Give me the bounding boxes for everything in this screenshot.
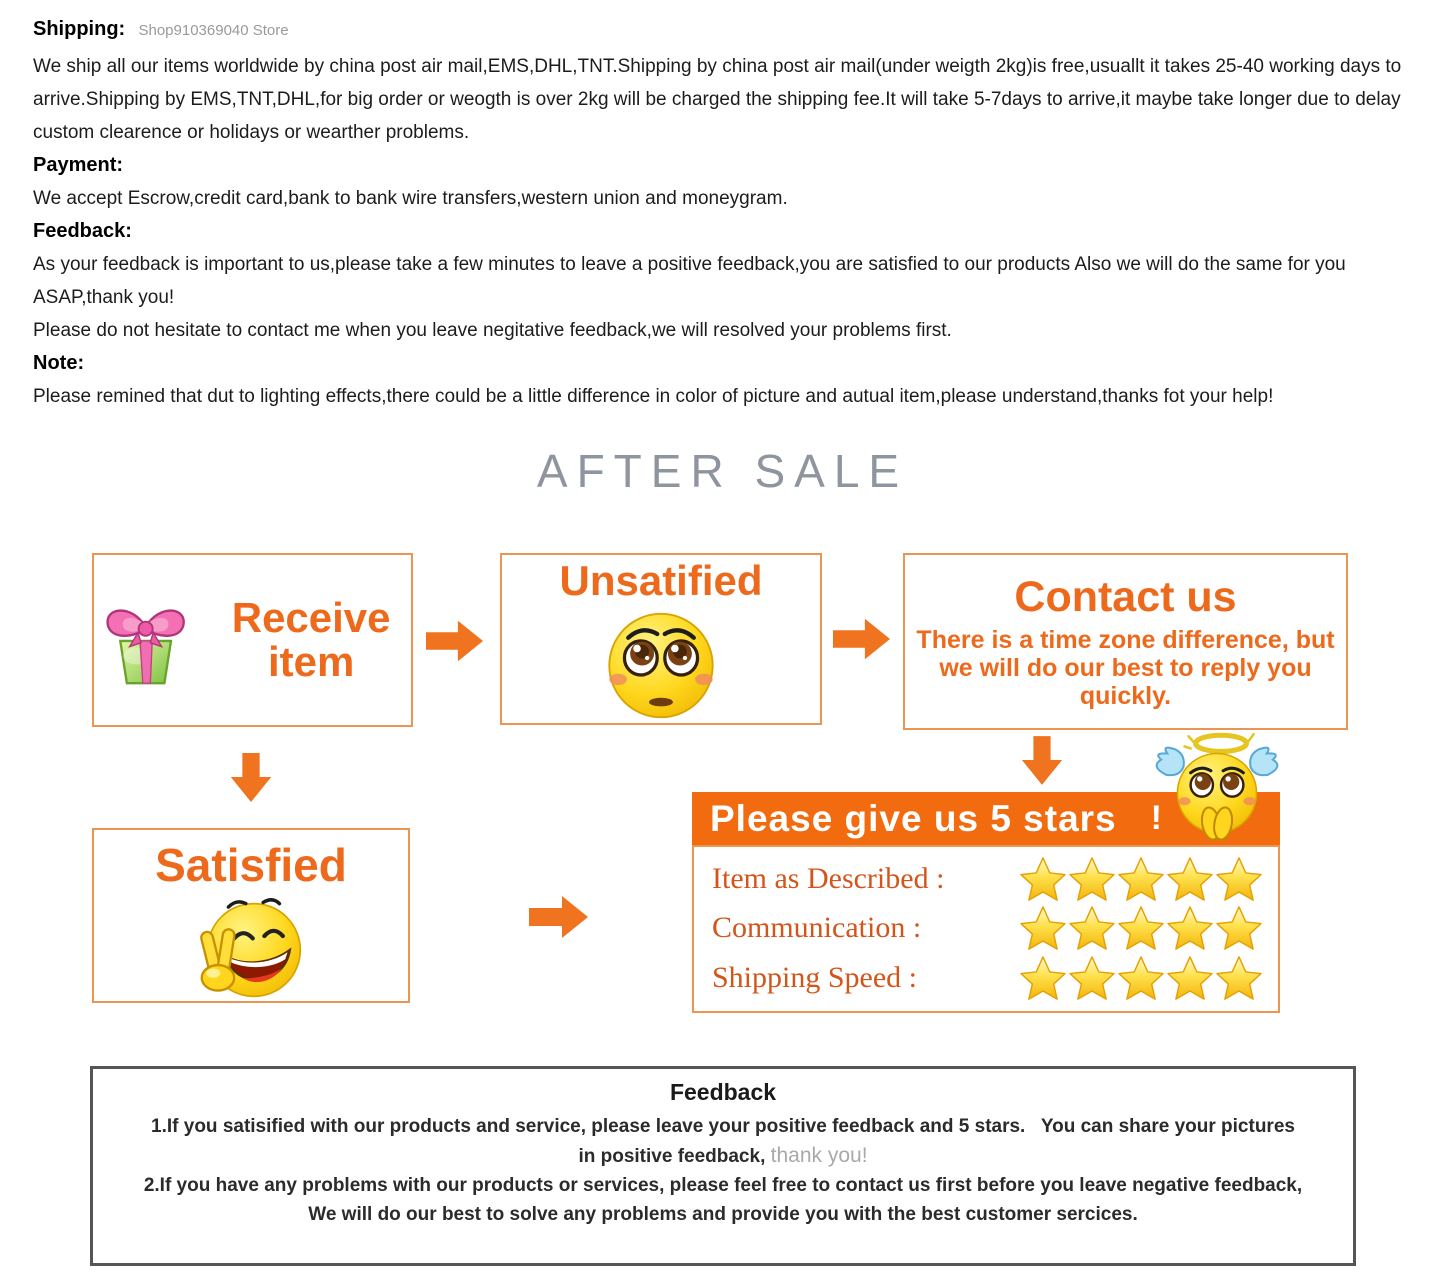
sad-emoji-icon [597, 605, 725, 721]
feedback-line-4: We will do our best to solve any problems and provide you with the best customer sercices. [308, 1204, 1138, 1225]
star-icon [1069, 956, 1115, 1000]
feedback-line-1: 1.If you satisified with our products and service, please leave your positive feedback and 5 stars. You can share your pictures [151, 1116, 1295, 1137]
feedback-text-2: Please do not hesitate to contact me when you leave negitative feedback,we will resolved your problems first. [33, 320, 952, 341]
star-icon [1020, 857, 1066, 901]
rating-row [712, 857, 1262, 901]
arrow-down-icon [229, 753, 273, 803]
rating-row [712, 956, 1262, 1000]
star-icon [1020, 906, 1066, 950]
star-icon [1118, 956, 1164, 1000]
ratings-box [692, 845, 1280, 1013]
arrow-down-icon [1021, 735, 1063, 787]
note-text: Please remined that dut to lighting effects,there could be a little difference in color of picture and autual item,please understand,thanks fot your help! [33, 386, 1274, 407]
feedback-summary-box [90, 1066, 1356, 1266]
shipping-text: We ship all our items worldwide by china post air mail,EMS,DHL,TNT.Shipping by china post air mail(under weigth 2kg)is free,usuallt it takes 25-40 working days to arrive.Shipping by EMS,TNT,DHL,for big order or weogth is over 2kg will be charged the shipping fee.It will take 5-7days to arrive,it maybe take longer due to delay custom clearence or holidays or wearther problems. [33, 56, 1402, 143]
rating-stars [1020, 906, 1262, 950]
banner-exclamation: ! [1150, 799, 1162, 837]
unsatisfied-box [500, 553, 822, 725]
rating-label: Communication : [712, 911, 922, 944]
rating-stars [1020, 956, 1262, 1000]
star-icon [1167, 956, 1213, 1000]
receive-item-box [92, 553, 413, 727]
info-section [33, 14, 1417, 413]
star-icon [1167, 906, 1213, 950]
star-icon [1118, 857, 1164, 901]
satisfied-box [92, 828, 410, 1003]
rating-label: Item as Described : [712, 861, 945, 895]
shipping-label: Shipping: [33, 18, 126, 40]
arrow-right-icon [528, 895, 590, 939]
thank-you-highlight: thank you! [770, 1144, 868, 1167]
star-icon [1216, 857, 1262, 901]
feedback-label: Feedback: [33, 220, 132, 242]
star-icon [1069, 857, 1115, 901]
contact-text: There is a time zone difference, but we will do our best to reply you quickly. [916, 626, 1335, 710]
feedback-line-3: 2.If you have any problems with our products or services, please feel free to contact us first before you leave negative feedback, [143, 1175, 1303, 1196]
star-icon [1167, 857, 1213, 901]
feedback-text-1: As your feedback is important to us,please take a few minutes to leave a positive feedback,you are satisfied to our products Also we will do the same for you ASAP,thank you! [33, 254, 1346, 308]
note-label: Note: [33, 352, 85, 374]
arrow-right-icon [833, 617, 891, 661]
feedback-line-2 [93, 1141, 1353, 1171]
star-icon [1216, 906, 1262, 950]
rating-row [712, 906, 1262, 950]
star-icon [1069, 906, 1115, 950]
star-icon [1118, 906, 1164, 950]
unsatisfied-label: Unsatified [559, 557, 763, 604]
star-icon [1020, 956, 1066, 1000]
feedback-line-2-text: in positive feedback, [578, 1146, 771, 1167]
contact-title: Contact us [1014, 573, 1237, 621]
happy-emoji-icon [176, 892, 326, 1001]
arrow-right-icon [426, 619, 484, 663]
feedback-title: Feedback [669, 1079, 777, 1105]
star-icon [1216, 956, 1262, 1000]
rating-stars [1020, 857, 1262, 901]
rating-label: Shipping Speed : [712, 960, 918, 994]
banner-text: Please give us 5 stars [710, 797, 1117, 839]
payment-label: Payment: [33, 154, 124, 176]
shipping-header [33, 14, 1417, 46]
contact-box [903, 553, 1348, 730]
satisfied-label: Satisfied [155, 839, 347, 891]
payment-text: We accept Escrow,credit card,bank to bank wire transfers,western union and moneygram. [33, 188, 788, 209]
gift-icon [94, 588, 197, 692]
receive-item-label: Receive item [231, 593, 391, 685]
store-name: Shop910369040 Store [138, 22, 289, 39]
after-sale-title: AFTER SALE [536, 445, 909, 497]
angel-emoji-icon [1150, 729, 1284, 845]
